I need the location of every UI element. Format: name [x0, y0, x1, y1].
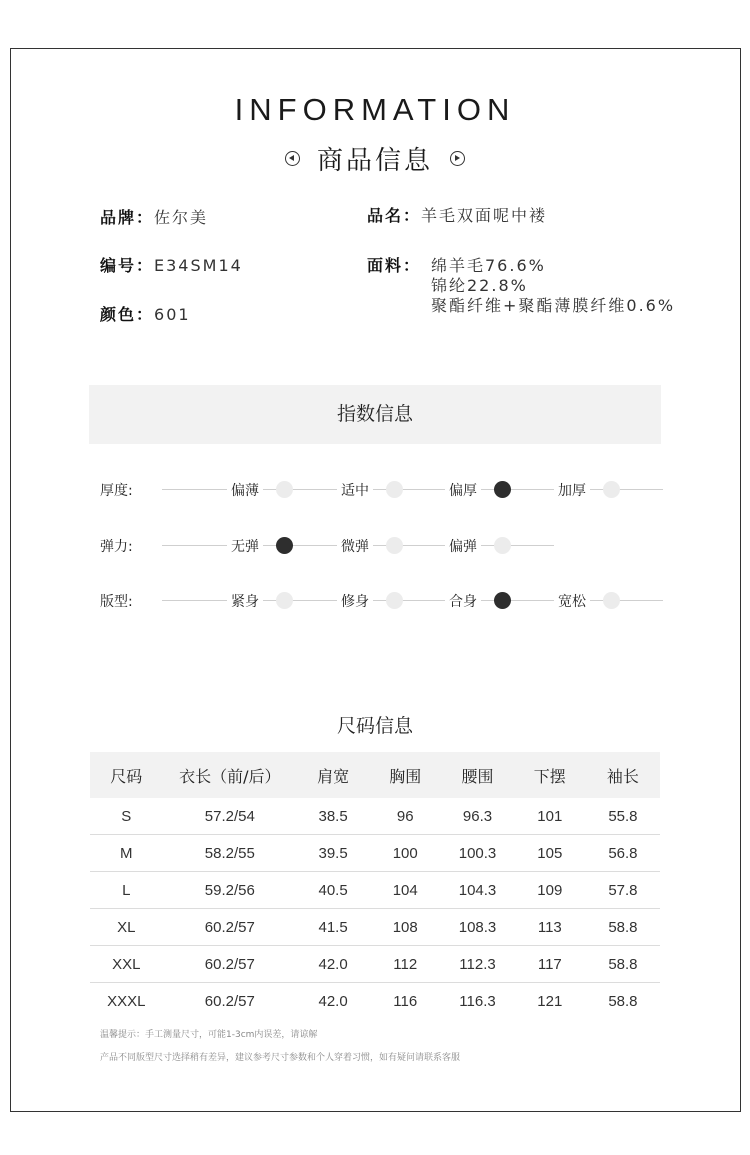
size-cell: 39.5	[297, 835, 369, 872]
scale-dot	[494, 537, 511, 554]
scale-dot	[386, 537, 403, 554]
scale-dot	[386, 592, 403, 609]
scale-label: 弹力:	[100, 539, 133, 555]
code-row	[100, 256, 243, 276]
size-cell: XL	[90, 909, 163, 946]
size-header-cell: 尺码	[90, 752, 163, 798]
size-header-cell: 胸围	[369, 752, 441, 798]
scale-option: 偏薄	[227, 480, 263, 500]
size-cell: 96.3	[441, 798, 514, 835]
size-cell: 109	[514, 872, 586, 909]
scale-option: 微弹	[337, 536, 373, 556]
fabric-line: 锦纶22.8%	[431, 276, 528, 295]
table-row	[90, 835, 660, 872]
scale-row-thickness	[100, 478, 663, 502]
size-header-cell: 袖长	[586, 752, 660, 798]
scale-dot	[276, 481, 293, 498]
scale-dot-selected	[276, 537, 293, 554]
color-row	[100, 305, 191, 325]
scale-row-elasticity	[100, 534, 663, 558]
size-header-cell: 下摆	[514, 752, 586, 798]
size-cell: 105	[514, 835, 586, 872]
scale-label: 厚度:	[100, 483, 133, 499]
size-header-cell: 衣长（前/后）	[163, 752, 297, 798]
size-cell: 116	[393, 992, 418, 1010]
size-section-title: 尺码信息	[336, 715, 413, 737]
circle-arrow-right-icon	[450, 151, 465, 166]
scale-option: 加厚	[554, 480, 590, 500]
size-cell: 104	[369, 872, 441, 909]
code-value: E34SM14	[154, 256, 243, 275]
title-english: INFORMATION	[234, 92, 516, 127]
fabric-row	[367, 256, 421, 276]
size-cell: 96	[369, 798, 441, 835]
size-cell: 113	[514, 909, 586, 946]
size-cell: 101	[514, 798, 586, 835]
scale-option: 偏厚	[445, 480, 481, 500]
size-cell: 58.8	[586, 909, 660, 946]
size-cell: 117	[514, 946, 586, 983]
scale-dot	[276, 592, 293, 609]
scale-option: 修身	[337, 591, 373, 611]
title-chinese-wrap	[0, 140, 750, 177]
size-cell: XXXL	[107, 992, 146, 1010]
size-cell: 121	[537, 992, 563, 1010]
product-name-row	[367, 206, 547, 226]
fabric-values	[431, 256, 675, 316]
size-cell: 40.5	[297, 872, 369, 909]
size-header-cell: 肩宽	[297, 752, 369, 798]
table-row	[90, 909, 660, 946]
color-value: 601	[154, 305, 191, 324]
size-cell: 112.3	[441, 946, 514, 983]
size-table	[90, 752, 660, 1019]
size-cell: M	[90, 835, 163, 872]
size-cell: 60.2/57	[204, 992, 255, 1010]
size-cell: 57.2/54	[163, 798, 297, 835]
size-cell: S	[90, 798, 163, 835]
table-row	[90, 872, 660, 909]
code-label: 编号：	[100, 256, 155, 275]
note-fit-advice: 产品不同版型尺寸选择稍有差异，建议参考尺寸参数和个人穿着习惯，如有疑问请联系客服	[100, 1053, 461, 1063]
table-row	[90, 983, 660, 1020]
color-label: 颜色：	[100, 305, 155, 324]
size-cell: 55.8	[586, 798, 660, 835]
scale-option: 适中	[337, 480, 373, 500]
product-name-value: 羊毛双面呢中褛	[421, 206, 548, 225]
size-cell: 116.3	[459, 992, 496, 1010]
size-cell: 58.8	[608, 992, 638, 1010]
scale-label: 版型:	[100, 594, 133, 610]
scale-dot-selected	[494, 592, 511, 609]
size-cell: 58.8	[586, 946, 660, 983]
scale-dot	[386, 481, 403, 498]
size-cell: 58.2/55	[163, 835, 297, 872]
fabric-line: 聚酯纤维+聚酯薄膜纤维0.6%	[431, 296, 676, 315]
size-cell: 60.2/57	[163, 909, 297, 946]
size-cell: 108.3	[441, 909, 514, 946]
circle-arrow-left-icon	[285, 151, 300, 166]
size-cell: 100.3	[441, 835, 514, 872]
note-measurement: 温馨提示：手工测量尺寸，可能1-3cm内误差，请谅解	[100, 1030, 318, 1040]
scale-dot	[603, 481, 620, 498]
size-cell: 112	[369, 946, 441, 983]
size-cell: 42.0	[297, 946, 369, 983]
scale-option: 偏弹	[445, 536, 481, 556]
fabric-label: 面料：	[367, 256, 422, 275]
size-table-header	[90, 752, 660, 798]
size-cell: 42.0	[318, 992, 348, 1010]
scale-option: 紧身	[227, 591, 263, 611]
scale-dot	[603, 592, 620, 609]
scale-option: 无弹	[227, 536, 263, 556]
size-cell: 104.3	[441, 872, 514, 909]
brand-row	[100, 208, 208, 228]
scale-option: 宽松	[554, 591, 590, 611]
size-cell: 41.5	[297, 909, 369, 946]
size-header-cell: 腰围	[441, 752, 514, 798]
brand-value: 佐尔美	[154, 208, 209, 227]
brand-label: 品牌：	[100, 208, 155, 227]
size-cell: 100	[369, 835, 441, 872]
table-row	[90, 946, 660, 983]
size-cell: 59.2/56	[163, 872, 297, 909]
scale-row-fit	[100, 589, 663, 613]
table-row	[90, 798, 660, 835]
scale-option: 合身	[445, 591, 481, 611]
product-name-label: 品名：	[367, 206, 422, 225]
size-cell: L	[90, 872, 163, 909]
size-cell: XXL	[90, 946, 163, 983]
size-cell: 57.8	[586, 872, 660, 909]
title-chinese: 商品信息	[316, 146, 433, 176]
scale-dot-selected	[494, 481, 511, 498]
fabric-line: 绵羊毛76.6%	[431, 256, 546, 275]
size-cell: 38.5	[297, 798, 369, 835]
size-cell: 56.8	[586, 835, 660, 872]
size-cell: 60.2/57	[163, 946, 297, 983]
index-section-title: 指数信息	[89, 385, 661, 444]
size-cell: 108	[369, 909, 441, 946]
